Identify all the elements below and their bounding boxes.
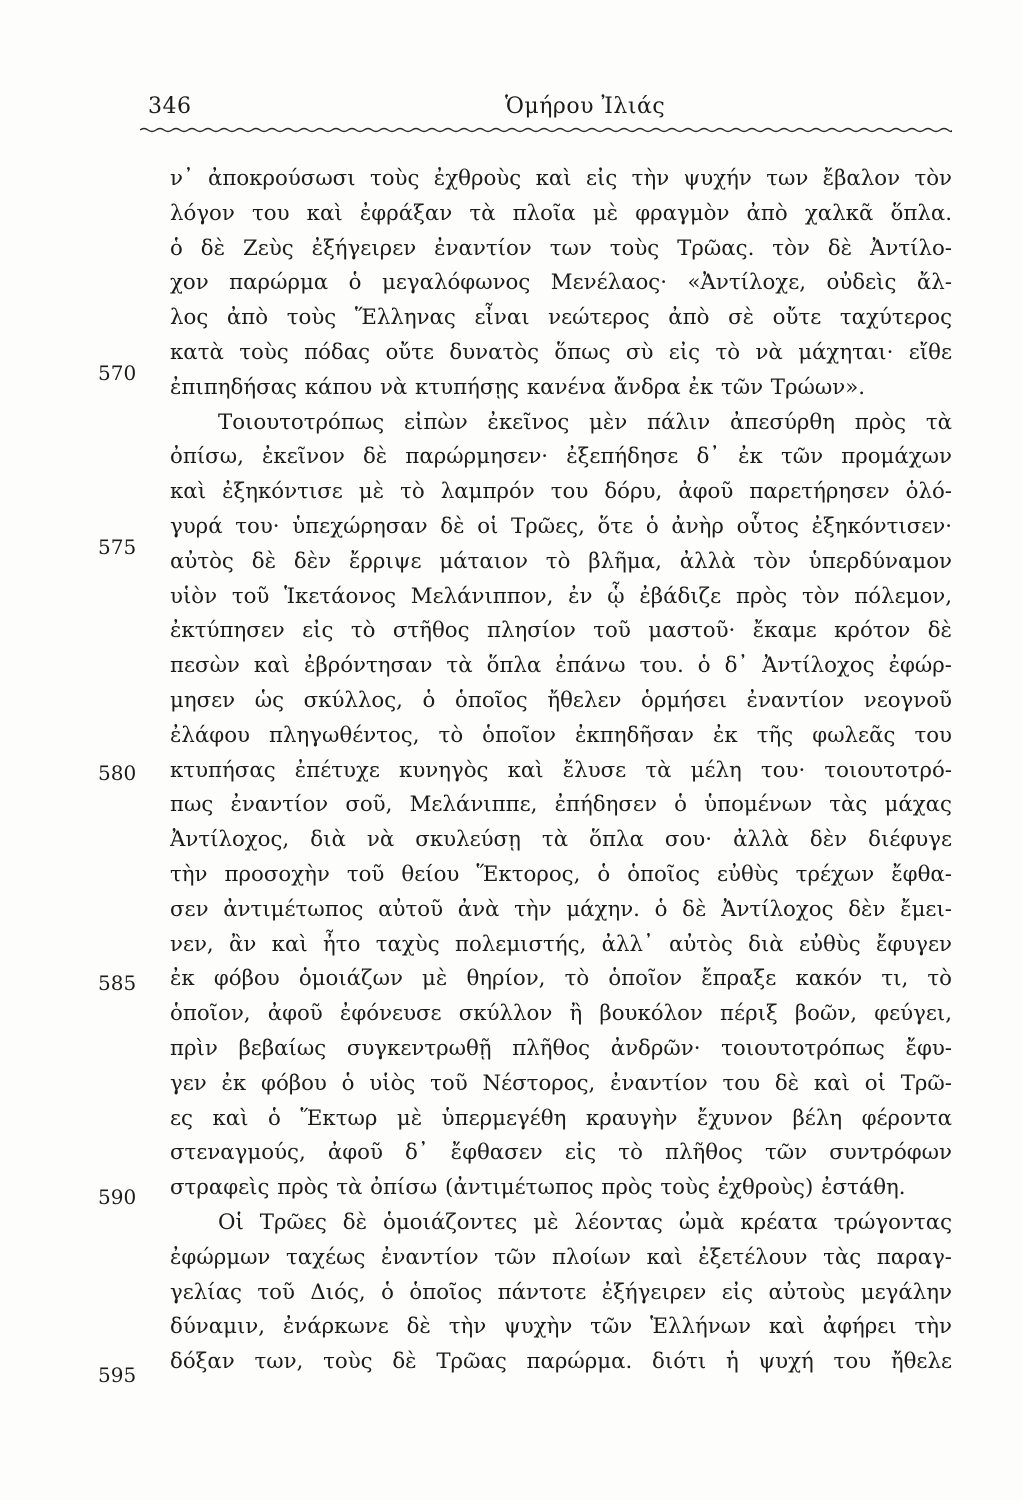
text-line: δύναμιν, ἐνάρκωνε δὲ τὴν ψυχὴν τῶν Ἑλλήνων καὶ ἀφήρει τὴν [170, 1314, 952, 1340]
page-number: 346 [148, 94, 192, 119]
text-line: Τοιουτοτρόπως εἰπὼν ἐκεῖνος μὲν πάλιν ἀπεσύρθη πρὸς τὰ [218, 409, 952, 435]
text-line: Οἱ Τρῶες δὲ ὁμοιάζοντες μὲ λέοντας ὠμὰ κρέατα τρώγοντας [218, 1209, 952, 1235]
text-line: κατὰ τοὺς πόδας οὔτε δυνατὸς ὅπως σὺ εἰς τὸ νὰ μάχηται· εἴθε [170, 339, 952, 365]
text-line: ἐκτύπησεν εἰς τὸ στῆθος πλησίον τοῦ μαστοῦ· ἔκαμε κρότον δὲ [170, 618, 952, 644]
line-number: 580 [98, 761, 137, 785]
text-line: πρὶν βεβαίως συγκεντρωθῇ πλῆθος ἀνδρῶν· τοιουτοτρόπως ἔφυ- [170, 1035, 952, 1061]
text-line: αὐτὸς δὲ δὲν ἔρριψε μάταιον τὸ βλῆμα, ἀλλὰ τὸν ὑπερδύναμον [170, 548, 952, 574]
text-line: στραφεὶς πρὸς τὰ ὀπίσω (ἀντιμέτωπος πρὸς τοὺς ἐχθροὺς) ἐστάθη. [170, 1175, 906, 1201]
text-line: χον παρώρμα ὁ μεγαλόφωνος Μενέλαος· «Ἀντίλοχε, οὐδεὶς ἄλ- [170, 270, 952, 296]
header-rule [140, 126, 952, 136]
paragraph [170, 406, 952, 1206]
text-line: ἐπιπηδήσας κάπου νὰ κτυπήσῃς κανένα ἄνδρα ἐκ τῶν Τρώων». [170, 374, 866, 400]
text-line: καὶ ἐξηκόντισε μὲ τὸ λαμπρόν του δόρυ, ἀφοῦ παρετήρησεν ὁλό- [170, 479, 952, 505]
line-number: 590 [98, 1185, 137, 1209]
text-line: λος ἀπὸ τοὺς Ἕλληνας εἶναι νεώτερος ἀπὸ σὲ οὔτε ταχύτερος [170, 305, 952, 331]
text-line: μησεν ὡς σκύλλος, ὁ ὁποῖος ἤθελεν ὁρμήσει ἐναντίον νεογνοῦ [170, 687, 952, 713]
text-line: δόξαν των, τοὺς δὲ Τρῶας παρώρμα. διότι ἡ ψυχή του ἤθελε [170, 1349, 952, 1375]
text-line: στεναγμούς, ἀφοῦ δ᾿ ἔφθασεν εἰς τὸ πλῆθος τῶν συντρόφων [170, 1140, 952, 1166]
text-line: υἱὸν τοῦ Ἱκετάονος Μελάνιππον, ἐν ᾧ ἐβάδιζε πρὸς τὸν πόλεμον, [170, 583, 952, 609]
line-number: 570 [98, 361, 137, 385]
text-line: ἐφώρμων ταχέως ἐναντίον τῶν πλοίων καὶ ἐξετέλουν τὰς παραγ- [170, 1244, 952, 1270]
text-line: νεν, ἂν καὶ ἦτο ταχὺς πολεμιστής, ἀλλ᾿ αὐτὸς διὰ εὐθὺς ἔφυγεν [170, 931, 952, 957]
text-line: ἐλάφου πληγωθέντος, τὸ ὁποῖον ἐκπηδῆσαν ἐκ τῆς φωλεᾶς του [170, 722, 952, 748]
page-header [140, 94, 960, 124]
line-number: 575 [98, 535, 137, 559]
text-line: λόγον του καὶ ἐφράξαν τὰ πλοῖα μὲ φραγμὸν ἀπὸ χαλκᾶ ὅπλα. [170, 200, 952, 226]
running-title: Ὁμήρου Ἰλιάς [505, 94, 666, 119]
text-line: ν᾿ ἀποκρούσωσι τοὺς ἐχθροὺς καὶ εἰς τὴν ψυχήν των ἔβαλον τὸν [170, 166, 952, 191]
body-text [170, 162, 952, 1380]
text-line: σεν ἀντιμέτωπος αὐτοῦ ἀνὰ τὴν μάχην. ὁ δὲ Ἀντίλοχος δὲν ἔμει- [170, 896, 952, 922]
text-line: ἐκ φόβου ὁμοιάζων μὲ θηρίον, τὸ ὁποῖον ἔπραξε κακόν τι, τὸ [170, 966, 952, 992]
line-number: 595 [98, 1363, 137, 1387]
text-line: ὁ δὲ Ζεὺς ἐξήγειρεν ἐναντίον των τοὺς Τρῶας. τὸν δὲ Ἀντίλο- [170, 235, 952, 261]
text-line: ὀπίσω, ἐκεῖνον δὲ παρώρμησεν· ἐξεπήδησε δ᾿ ἐκ τῶν προμάχων [170, 444, 952, 470]
text-line: πεσὼν καὶ ἐβρόντησαν τὰ ὅπλα ἐπάνω του. ὁ δ᾿ Ἀντίλοχος ἐφώρ- [170, 653, 952, 679]
text-line: γεν ἐκ φόβου ὁ υἱὸς τοῦ Νέστορος, ἐναντίον του δὲ καὶ οἱ Τρῶ- [170, 1070, 952, 1096]
paragraph [170, 162, 952, 406]
text-line: τὴν προσοχὴν τοῦ θείου Ἕκτορος, ὁ ὁποῖος εὐθὺς τρέχων ἔφθα- [170, 861, 952, 887]
text-line: γυρά του· ὑπεχώρησαν δὲ οἱ Τρῶες, ὅτε ὁ ἀνὴρ οὗτος ἐξηκόντισεν· [170, 513, 952, 539]
paragraph [170, 1206, 952, 1380]
text-line: γελίας τοῦ Διός, ὁ ὁποῖος πάντοτε ἐξήγειρεν εἰς αὐτοὺς μεγάλην [170, 1279, 952, 1305]
text-line: κτυπήσας ἐπέτυχε κυνηγὸς καὶ ἔλυσε τὰ μέλη του· τοιουτοτρό- [170, 757, 952, 783]
text-line: πως ἐναντίον σοῦ, Μελάνιππε, ἐπήδησεν ὁ ὑπομένων τὰς μάχας [170, 792, 952, 818]
text-line: ὁποῖον, ἀφοῦ ἐφόνευσε σκύλλον ἢ βουκόλον πέριξ βοῶν, φεύγει, [170, 1001, 952, 1027]
text-line: Ἀντίλοχος, διὰ νὰ σκυλεύσῃ τὰ ὅπλα σου· ἀλλὰ δὲν διέφυγε [170, 827, 952, 853]
text-line: ες καὶ ὁ Ἕκτωρ μὲ ὑπερμεγέθη κραυγὴν ἔχυνον βέλη φέροντα [170, 1105, 952, 1131]
line-number: 585 [98, 971, 137, 995]
